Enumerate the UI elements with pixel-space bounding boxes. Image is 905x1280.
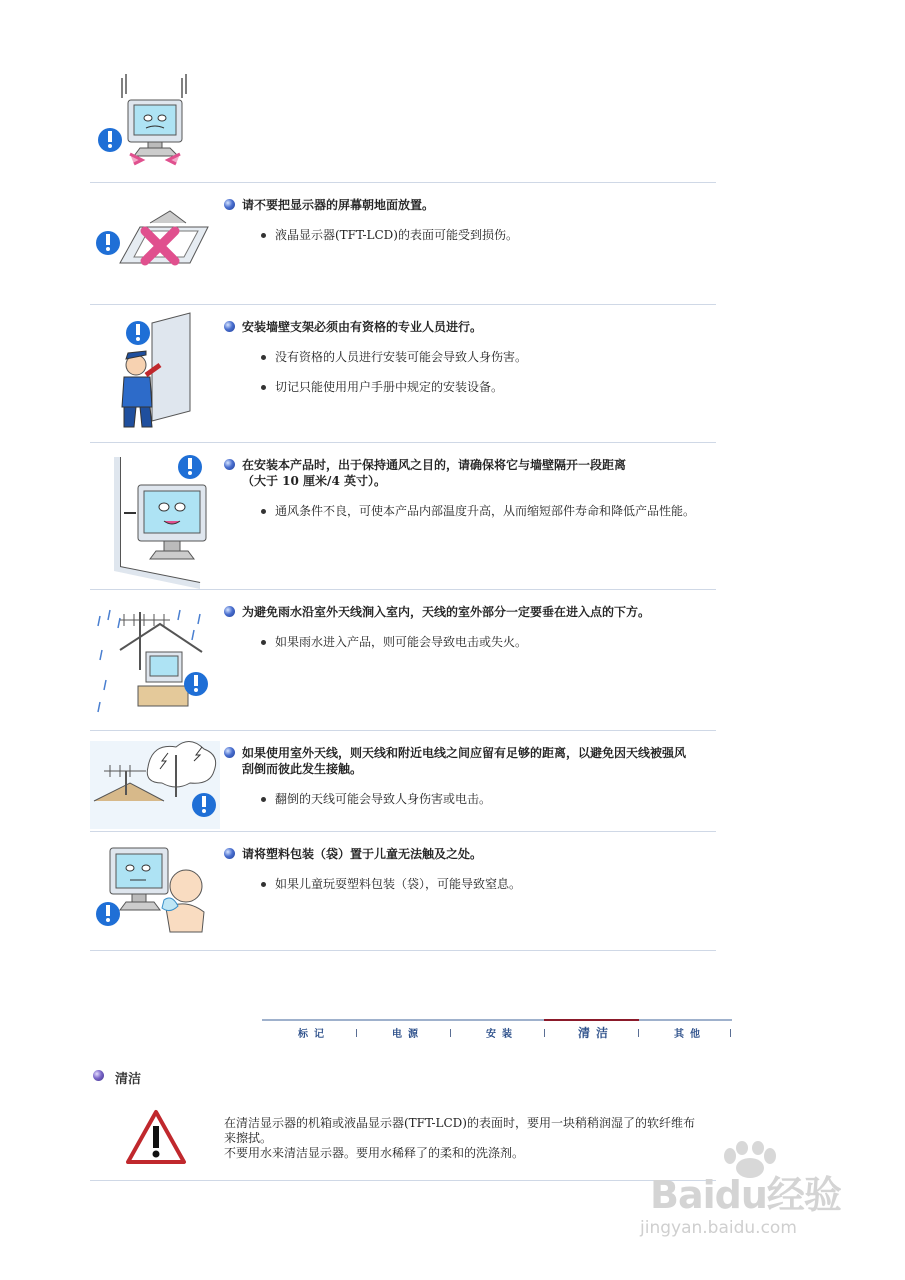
- blue-bullet-icon: [224, 321, 235, 332]
- bullet-icon: [261, 797, 266, 802]
- sub-text: 翻倒的天线可能会导致人身伤害或电击。: [275, 792, 492, 806]
- active-tab-indicator: [544, 1019, 639, 1021]
- cleaning-text-line: 来擦拭。: [224, 1131, 273, 1145]
- section-heading: [93, 1068, 141, 1087]
- item-heading: [224, 604, 716, 620]
- purple-bullet-icon: [93, 1070, 104, 1081]
- sub-text: 没有资格的人员进行安装可能会导致人身伤害。: [275, 350, 528, 364]
- item-heading: [224, 846, 716, 862]
- blue-bullet-icon: [224, 199, 235, 210]
- item-sub: [224, 791, 716, 807]
- safety-item-3: [90, 305, 716, 443]
- safety-item-5: [90, 590, 716, 731]
- bullet-icon: [261, 385, 266, 390]
- sub-text: 如果雨水进入产品，则可能会导致电击或失火。: [275, 635, 528, 649]
- watermark-url: jingyan.baidu.com: [640, 1218, 797, 1238]
- item-text: [224, 745, 716, 807]
- sub-text: 切记只能使用用户手册中规定的安装设备。: [275, 380, 504, 394]
- monitor-face-down-icon: [90, 183, 220, 304]
- item-heading: [224, 745, 716, 777]
- item-heading: [224, 457, 716, 489]
- tab-separator: [638, 1029, 639, 1037]
- baidu-watermark: [640, 1140, 860, 1250]
- bullet-icon: [261, 882, 266, 887]
- heading-text: 请将塑料包装（袋）置于儿童无法触及之处。: [242, 847, 483, 861]
- bullet-icon: [261, 233, 266, 238]
- item-text: [224, 457, 716, 519]
- bullet-icon: [261, 509, 266, 514]
- item-text: [224, 319, 716, 395]
- tab-install[interactable]: 安装: [486, 1029, 518, 1040]
- blue-bullet-icon: [224, 606, 235, 617]
- caution-triangle-icon: [90, 1100, 220, 1180]
- tab-clean[interactable]: 清洁: [578, 1026, 615, 1040]
- safety-item-7: [90, 832, 716, 951]
- bullet-icon: [261, 355, 266, 360]
- heading-text: 为避免雨水沿室外天线涧入室内，天线的室外部分一定要垂在进入点的下方。: [242, 605, 651, 619]
- tab-separator: [356, 1029, 357, 1037]
- heading-text-line2: （大于 10 厘米/4 英寸）。: [242, 474, 386, 488]
- child-plastic-bag-icon: [90, 832, 220, 950]
- safety-item-6: [90, 731, 716, 832]
- section-tabs: [262, 1019, 732, 1047]
- tab-mark[interactable]: 标记: [298, 1029, 330, 1040]
- item-sub: [224, 349, 716, 365]
- item-sub: [224, 227, 716, 243]
- antenna-powerline-icon: [90, 731, 220, 831]
- heading-text: 在安装本产品时，出于保持通风之目的，请确保将它与墙壁隔开一段距离: [242, 458, 627, 472]
- safety-item-4: [90, 443, 716, 590]
- item-text: [224, 846, 716, 892]
- tab-separator: [544, 1029, 545, 1037]
- section-title-text: 清洁: [115, 1072, 142, 1087]
- cleaning-text-line: 在清洁显示器的机箱或液晶显示器(TFT-LCD)的表面时，要用一块稍稍润湿了的软纤维布: [224, 1116, 695, 1130]
- cleaning-text-line: 不要用水来清洁显示器。要用水稀释了的柔和的洗涤剂。: [224, 1146, 525, 1160]
- sub-text: 通风条件不良，可使本产品内部温度升高，从而缩短部件寿命和降低产品性能。: [275, 504, 696, 518]
- item-sub: [224, 876, 716, 892]
- tab-separator: [730, 1029, 731, 1037]
- safety-item-1: [90, 64, 716, 183]
- item-sub: [224, 634, 716, 650]
- bullet-icon: [261, 640, 266, 645]
- item-heading: [224, 319, 716, 335]
- monitor-wall-distance-icon: [90, 443, 220, 589]
- heading-text: 安装墙壁支架必须由有资格的专业人员进行。: [242, 320, 483, 334]
- blue-bullet-icon: [224, 747, 235, 758]
- heading-text-line2: 刮倒而彼此发生接触。: [242, 762, 363, 776]
- tab-other[interactable]: 其他: [674, 1029, 706, 1040]
- blue-bullet-icon: [224, 459, 235, 470]
- item-sub: [224, 503, 716, 519]
- heading-text: 如果使用室外天线，则天线和附近电线之间应留有足够的距离，以避免因天线被强风: [242, 746, 687, 760]
- tab-power[interactable]: 电源: [392, 1029, 424, 1040]
- item-sub: [224, 379, 716, 395]
- item-heading: [224, 197, 716, 213]
- monitor-drop-icon: [90, 64, 220, 182]
- watermark-logo-text: Baidu经验: [650, 1173, 841, 1217]
- wall-mount-worker-icon: [90, 305, 220, 442]
- item-text: [224, 197, 716, 243]
- blue-bullet-icon: [224, 848, 235, 859]
- cleaning-item: [90, 1100, 716, 1181]
- tab-separator: [450, 1029, 451, 1037]
- heading-text: 请不要把显示器的屏幕朝地面放置。: [242, 198, 435, 212]
- item-text: [224, 604, 716, 650]
- sub-text: 如果儿童玩耍塑料包装（袋），可能导致窒息。: [275, 877, 522, 891]
- antenna-rain-icon: [90, 590, 220, 730]
- sub-text: 液晶显示器(TFT-LCD)的表面可能受到损伤。: [275, 228, 518, 242]
- safety-item-2: [90, 183, 716, 305]
